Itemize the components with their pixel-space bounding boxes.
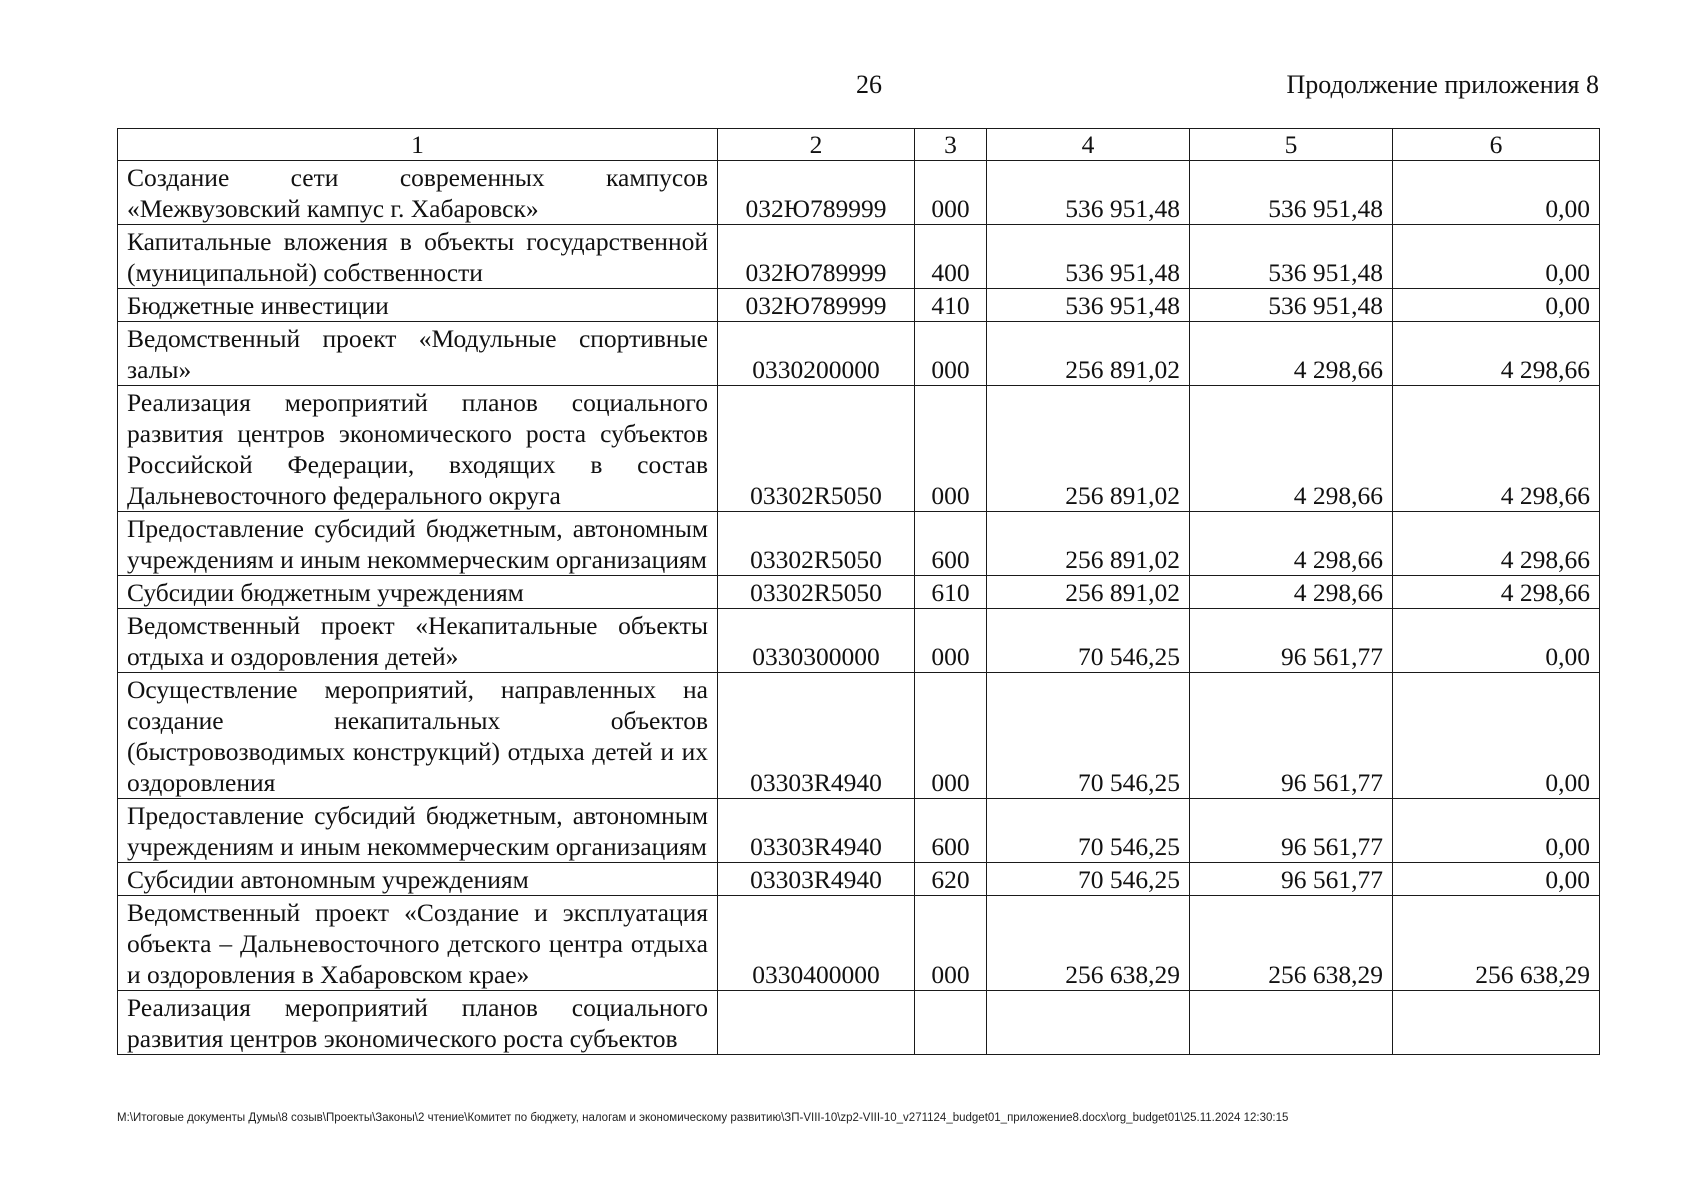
table-row <box>118 161 1600 225</box>
table-row <box>118 991 1600 1055</box>
row-value-6: 0,00 <box>1393 863 1600 896</box>
row-value-4 <box>987 991 1190 1055</box>
row-name: Предоставление субсидий бюджетным, автономным учреждениям и иным некоммерческим организациям <box>118 799 718 863</box>
row-name: Создание сети современных кампусов «Межвузовский кампус г. Хабаровск» <box>118 161 718 225</box>
row-value-6 <box>1393 991 1600 1055</box>
row-code: 032Ю789999 <box>718 161 915 225</box>
row-value-6: 4 298,66 <box>1393 512 1600 576</box>
row-value-4: 70 546,25 <box>987 863 1190 896</box>
budget-table <box>117 128 1600 1055</box>
row-value-6: 256 638,29 <box>1393 896 1600 991</box>
row-code: 032Ю789999 <box>718 225 915 289</box>
row-value-4: 536 951,48 <box>987 289 1190 322</box>
row-code: 03302R5050 <box>718 386 915 512</box>
row-value-6: 0,00 <box>1393 609 1600 673</box>
row-name: Предоставление субсидий бюджетным, автономным учреждениям и иным некоммерческим организациям <box>118 512 718 576</box>
row-value-5: 536 951,48 <box>1190 225 1393 289</box>
row-code: 03303R4940 <box>718 673 915 799</box>
column-number-row <box>118 129 1600 161</box>
row-value-5: 256 638,29 <box>1190 896 1393 991</box>
column-number: 1 <box>118 129 718 161</box>
table-row <box>118 289 1600 322</box>
row-type: 410 <box>915 289 987 322</box>
row-code: 03302R5050 <box>718 576 915 609</box>
page-number: 26 <box>856 70 882 99</box>
table-row <box>118 386 1600 512</box>
row-value-5: 96 561,77 <box>1190 799 1393 863</box>
table-row <box>118 863 1600 896</box>
row-name: Ведомственный проект «Модульные спортивные залы» <box>118 322 718 386</box>
row-value-6: 0,00 <box>1393 225 1600 289</box>
row-value-5: 4 298,66 <box>1190 576 1393 609</box>
row-type <box>915 991 987 1055</box>
row-value-5: 536 951,48 <box>1190 161 1393 225</box>
column-number: 4 <box>987 129 1190 161</box>
row-type: 000 <box>915 161 987 225</box>
row-type: 000 <box>915 609 987 673</box>
row-type: 600 <box>915 512 987 576</box>
row-value-4: 256 891,02 <box>987 322 1190 386</box>
row-type: 600 <box>915 799 987 863</box>
row-type: 400 <box>915 225 987 289</box>
row-value-4: 256 638,29 <box>987 896 1190 991</box>
column-number: 3 <box>915 129 987 161</box>
row-value-6: 0,00 <box>1393 799 1600 863</box>
row-name: Субсидии автономным учреждениям <box>118 863 718 896</box>
row-name: Субсидии бюджетным учреждениям <box>118 576 718 609</box>
row-value-4: 256 891,02 <box>987 576 1190 609</box>
row-name: Бюджетные инвестиции <box>118 289 718 322</box>
column-number: 2 <box>718 129 915 161</box>
row-value-6: 0,00 <box>1393 289 1600 322</box>
row-value-4: 70 546,25 <box>987 609 1190 673</box>
row-value-5: 96 561,77 <box>1190 863 1393 896</box>
table-row <box>118 896 1600 991</box>
table-row <box>118 322 1600 386</box>
row-value-6: 4 298,66 <box>1393 386 1600 512</box>
table-row <box>118 799 1600 863</box>
row-value-6: 0,00 <box>1393 161 1600 225</box>
column-number: 5 <box>1190 129 1393 161</box>
column-number: 6 <box>1393 129 1600 161</box>
row-value-6: 0,00 <box>1393 673 1600 799</box>
row-code: 0330200000 <box>718 322 915 386</box>
row-type: 620 <box>915 863 987 896</box>
row-value-4: 70 546,25 <box>987 673 1190 799</box>
row-name: Ведомственный проект «Создание и эксплуатация объекта – Дальневосточного детского центра отдыха и оздоровления в Хабаровском крае» <box>118 896 718 991</box>
row-name: Ведомственный проект «Некапитальные объекты отдыха и оздоровления детей» <box>118 609 718 673</box>
row-name: Реализация мероприятий планов социального развития центров экономического роста субъектов Российской Федерации, входящих в состав Дальневосточного федерального округа <box>118 386 718 512</box>
table-row <box>118 225 1600 289</box>
row-code: 03303R4940 <box>718 799 915 863</box>
running-header: Продолжение приложения 8 <box>1286 70 1599 99</box>
row-type: 000 <box>915 386 987 512</box>
row-value-5: 4 298,66 <box>1190 386 1393 512</box>
row-value-4: 256 891,02 <box>987 386 1190 512</box>
table-row <box>118 673 1600 799</box>
row-value-5: 96 561,77 <box>1190 609 1393 673</box>
row-type: 000 <box>915 673 987 799</box>
row-value-6: 4 298,66 <box>1393 576 1600 609</box>
footer-file-path: M:\Итоговые документы Думы\8 созыв\Проекты\Законы\2 чтение\Комитет по бюджету, налогам и экономическому развитию\ЗП-VIII-10\zp2-VIII-10_v271124_budget01_приложение8.docx\org_budget01\25.11.2024 12:30:15 <box>117 1112 1289 1124</box>
row-type: 000 <box>915 896 987 991</box>
row-value-5: 96 561,77 <box>1190 673 1393 799</box>
row-name: Осуществление мероприятий, направленных на создание некапитальных объектов (быстровозводимых конструкций) отдыха детей и их оздоровления <box>118 673 718 799</box>
row-type: 000 <box>915 322 987 386</box>
row-code <box>718 991 915 1055</box>
row-value-6: 4 298,66 <box>1393 322 1600 386</box>
table-row <box>118 576 1600 609</box>
row-value-5: 536 951,48 <box>1190 289 1393 322</box>
row-code: 03303R4940 <box>718 863 915 896</box>
row-value-4: 256 891,02 <box>987 512 1190 576</box>
row-value-4: 536 951,48 <box>987 161 1190 225</box>
row-name: Реализация мероприятий планов социального развития центров экономического роста субъектов <box>118 991 718 1055</box>
row-name: Капитальные вложения в объекты государственной (муниципальной) собственности <box>118 225 718 289</box>
row-value-5: 4 298,66 <box>1190 322 1393 386</box>
row-code: 03302R5050 <box>718 512 915 576</box>
row-code: 032Ю789999 <box>718 289 915 322</box>
row-value-4: 70 546,25 <box>987 799 1190 863</box>
row-value-5: 4 298,66 <box>1190 512 1393 576</box>
row-code: 0330400000 <box>718 896 915 991</box>
row-value-5 <box>1190 991 1393 1055</box>
row-value-4: 536 951,48 <box>987 225 1190 289</box>
row-code: 0330300000 <box>718 609 915 673</box>
table-row <box>118 512 1600 576</box>
row-type: 610 <box>915 576 987 609</box>
table-row <box>118 609 1600 673</box>
